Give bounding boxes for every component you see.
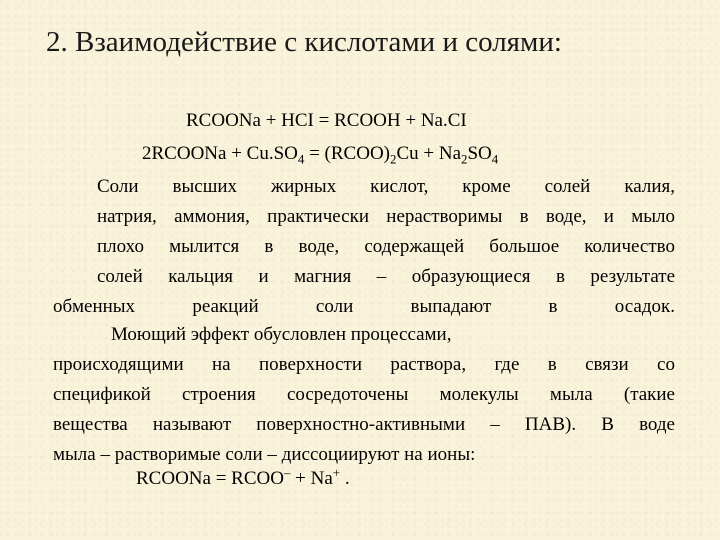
paragraph-insoluble-salts [53, 172, 675, 322]
paragraph-detergent-effect [53, 320, 675, 470]
p1-line-4: солей кальция и магния – образующиеся в результате [97, 266, 675, 287]
equation-salt-reaction [142, 143, 498, 165]
eq3-part-b: + Na [290, 468, 333, 489]
eq2-part-b: = (RCOO) [304, 143, 390, 164]
eq3-part-c: . [340, 468, 350, 489]
p2-line-1: Моющий эффект обусловлен процессами, [111, 324, 452, 345]
eq2-sub-a: 4 [297, 151, 305, 167]
p1-line-1: Соли высших жирных кислот, кроме солей калия, [97, 176, 675, 197]
eq2-part-c: Cu + Na [396, 143, 461, 164]
eq2-sub-b: 2 [390, 151, 397, 167]
eq2-sub-c: 2 [461, 151, 468, 167]
eq2-part-d: SO [467, 143, 492, 164]
p1-line-2: натрия, аммония, практически нерастворимы в воде, и мыло [97, 206, 675, 227]
p1-line-3: плохо мылится в воде, содержащей большое количество [97, 236, 675, 257]
eq3-sup-b: + [332, 464, 341, 480]
eq3-part-a: RCOONa = RCOO [136, 468, 284, 489]
p2-line-3: спецификой строения сосредоточены молекулы мыла (такие [53, 384, 675, 405]
p2-line-4: вещества называют поверхностно-активными – ПАВ). В воде [53, 414, 675, 435]
slide-title: 2. Взаимодействие с кислотами и солями: [46, 26, 562, 58]
p2-line-2: происходящими на поверхности раствора, где в связи со [53, 354, 675, 375]
eq2-sub-d: 4 [491, 151, 499, 167]
equation-dissociation [136, 464, 350, 490]
p2-line-5: мыла – растворимые соли – диссоциируют на ионы: [53, 444, 476, 465]
p1-line-5: обменных реакций соли выпадают в осадок. [53, 296, 675, 317]
eq2-part-a: 2RCOONa + Cu.SO [142, 143, 298, 164]
eq3-sup-a: – [283, 464, 291, 480]
equation-acid-reaction: RCOONa + HCI = RCOOH + Na.CI [186, 110, 467, 131]
